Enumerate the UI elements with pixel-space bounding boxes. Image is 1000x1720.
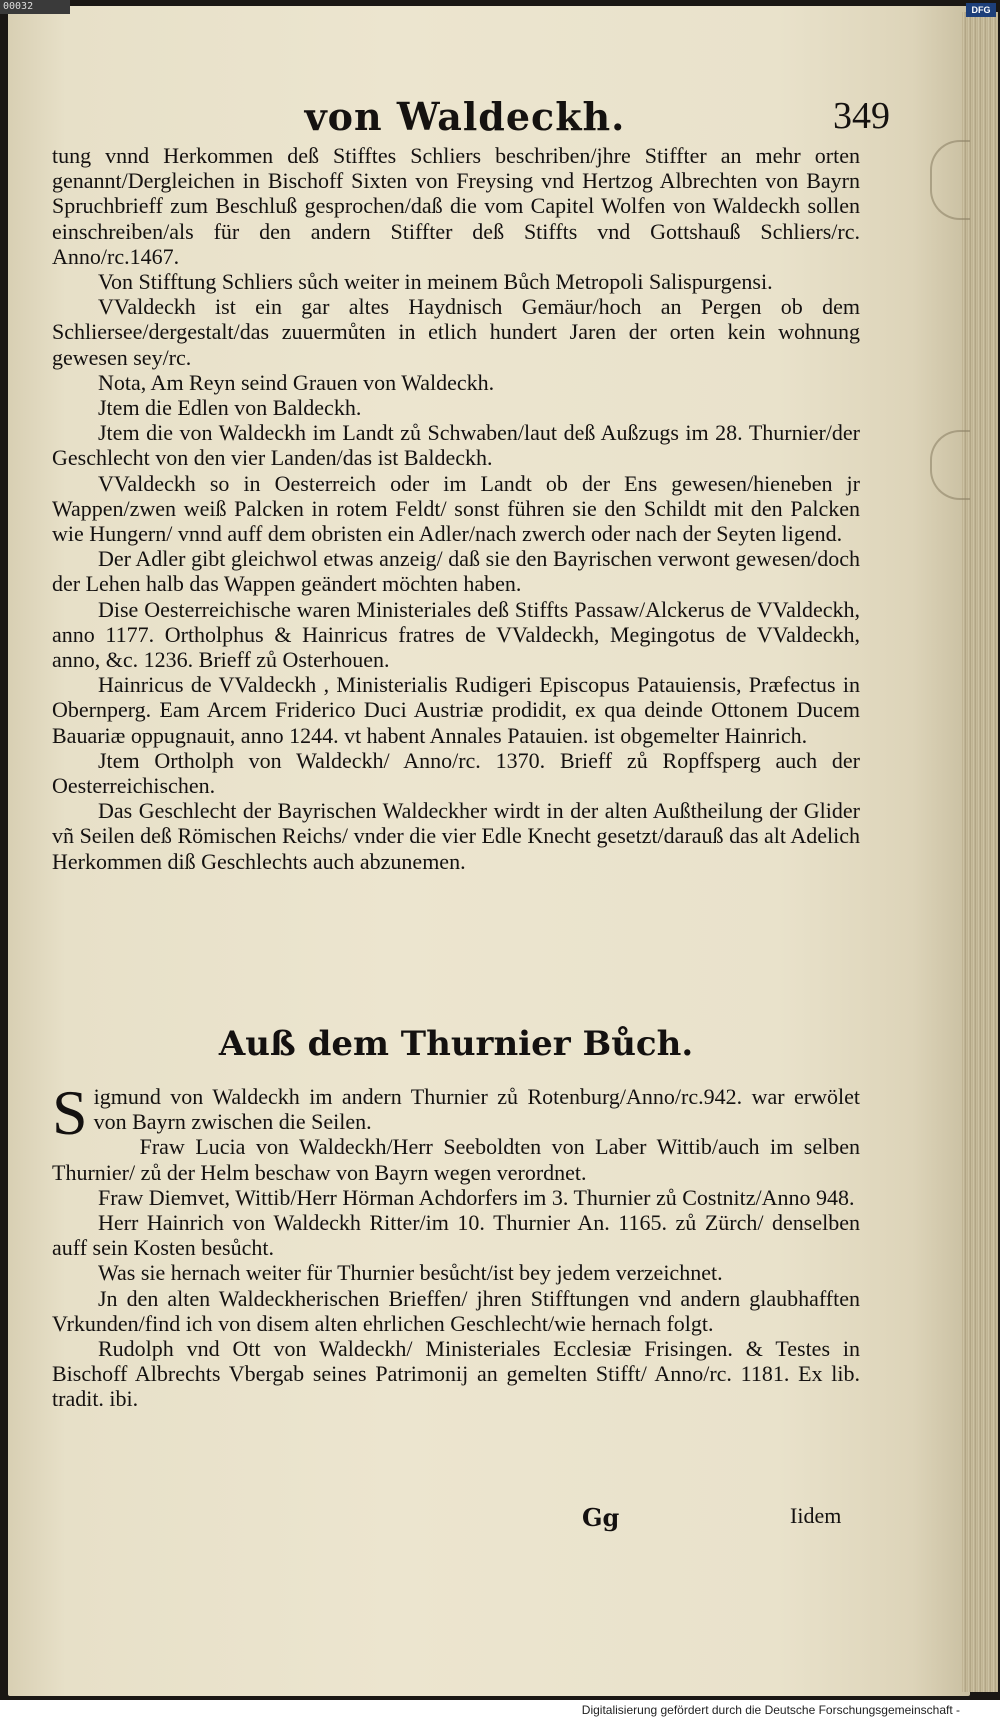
catchword: Iidem xyxy=(790,1503,842,1528)
text-block-tournament xyxy=(52,1077,860,1412)
digitization-credit xyxy=(0,1700,1000,1720)
paragraph: Das Geschlecht der Bayrischen Waldeckher wirdt in der alten Außtheilung der Glider vñ Seilen deß Römischen Reichs/ vnder die vier Edle Knecht gesetzt/darauß das alt Adelich Herkommen diß Geschlechts auch abzunemen. xyxy=(52,798,860,874)
paragraph: Jtem die Edlen von Baldeckh. xyxy=(98,395,362,421)
scan-stamp: 00032 xyxy=(0,0,70,14)
paragraph: VValdeckh ist ein gar altes Haydnisch Gemäur/hoch an Pergen ob dem Schliersee/dergestalt/das zuuermůten in etlich hundert Jaren der orten kein wohnung gewesen sey/rc. xyxy=(52,294,860,370)
paragraph: Hainricus de VValdeckh , Ministerialis Rudigeri Episcopus Patauiensis, Præfectus in Obernperg. Eam Arcem Friderico Duci Austriæ prodidit, ex qua deinde Ottonem Ducem Bauariæ oppugnauit, anno 1244. vt habent Annales Patauien. ist obgemelter Hainrich. xyxy=(52,672,860,748)
paragraph: Fraw Lucia von Waldeckh/Herr Seeboldten von Laber Wittib/auch im selben Thurnier/ zů der Helm beschaw von Bayrn wegen verordnet. xyxy=(52,1134,860,1185)
page-number: 349 xyxy=(833,95,890,137)
paragraph: Herr Hainrich von Waldeckh Ritter/im 10. Thurnier An. 1165. zů Zürch/ denselben auff sein Kosten besůcht. xyxy=(52,1210,860,1261)
credit-text: Digitalisierung gefördert durch die Deutsche Forschungsgemeinschaft - xyxy=(581,1703,960,1717)
paragraph: Von Stifftung Schliers sůch weiter in meinem Bůch Metropoli Salispurgensi. xyxy=(98,269,773,295)
paragraph: Der Adler gibt gleichwol etwas anzeig/ daß sie den Bayrischen verwont gewesen/doch der Lehen halb das Wappen geändert möchten haben. xyxy=(52,546,860,597)
paragraph: tung vnnd Herkommen deß Stifftes Schliers beschriben/jhre Stiffter an mehr orten genannt/Dergleichen in Bischoff Sixten von Freysing vnd Hertzog Albrechten von Bayrn Spruchbrieff zum Beschluß gesprochen/daß die vom Capitel Wolfen von Waldeckh sollen einschreiben/als für den andern Stiffter deß Stiffts vnd Gottshauß Schliers/rc. Anno/rc.1467. xyxy=(52,143,860,269)
paragraph: Nota, Am Reyn seind Grauen von Waldeckh. xyxy=(98,369,495,395)
paragraph-text: igmund von Waldeckh im andern Thurnier zů Rotenburg/Anno/rc.942. war erwölet von Bayrn zwischen die Seilen. xyxy=(93,1084,860,1135)
paragraph: Jtem Ortholph von Waldeckh/ Anno/rc. 1370. Brieff zů Ropffsperg auch der Oesterreichischen. xyxy=(52,747,860,799)
paragraph: Dise Oesterreichische waren Ministeriales deß Stiffts Passaw/Alckerus de VValdeckh, anno 1177. Ortholphus & Hainricus fratres de VValdeckh, Megingotus de VValdeckh, anno, &c. 1236. Brieff zů Osterhouen. xyxy=(52,596,860,673)
paragraph-with-dropcap xyxy=(52,1077,860,1148)
paragraph: Jn den alten Waldeckherischen Brieffen/ jhren Stifftungen vnd andern glaubhafften Vrkunden/find ich von disem alten ehrlichen Geschlecht/wie hernach folgt. xyxy=(52,1285,860,1336)
section-heading: Auß dem Thurnier Bůch. xyxy=(218,1024,694,1064)
drop-capital: S xyxy=(52,1077,88,1148)
text-block-main xyxy=(52,143,860,874)
page-edges xyxy=(962,12,998,1692)
paragraph: Rudolph vnd Ott von Waldeckh/ Ministeriales Ecclesiæ Frisingen. & Testes in Bischoff Albrechts Vbergab seines Patrimonij an gemelten Stifft/ Anno/rc. 1181. Ex lib. tradit. ibi. xyxy=(52,1336,860,1412)
paragraph: Fraw Diemvet, Wittib/Herr Hörman Achdorfers im 3. Thurnier zů Costnitz/Anno 948. xyxy=(98,1184,855,1210)
signature-mark: Gg xyxy=(582,1503,620,1532)
paragraph: VValdeckh so in Oesterreich oder im Landt ob der Ens gewesen/hieneben jr Wappen/zwen weiß Palcken in rotem Feldt/ sonst führen sie den Schildt mit den Palcken wie Hungern/ vnnd auff dem obristen ein Adler/nach zwerch oder nach der Seyten ligend. xyxy=(52,470,860,547)
running-head: von Waldeckh. xyxy=(304,94,626,139)
page-header xyxy=(40,94,890,144)
paragraph: Was sie hernach weiter für Thurnier besůcht/ist bey jedem verzeichnet. xyxy=(98,1260,723,1286)
dfg-logo-icon: DFG xyxy=(966,3,996,17)
paragraph: Jtem die von Waldeckh im Landt zů Schwaben/laut deß Außzugs im 28. Thurnier/der Geschlecht von den vier Landen/das ist Baldeckh. xyxy=(52,420,860,471)
margin-pencil-mark xyxy=(930,140,970,220)
